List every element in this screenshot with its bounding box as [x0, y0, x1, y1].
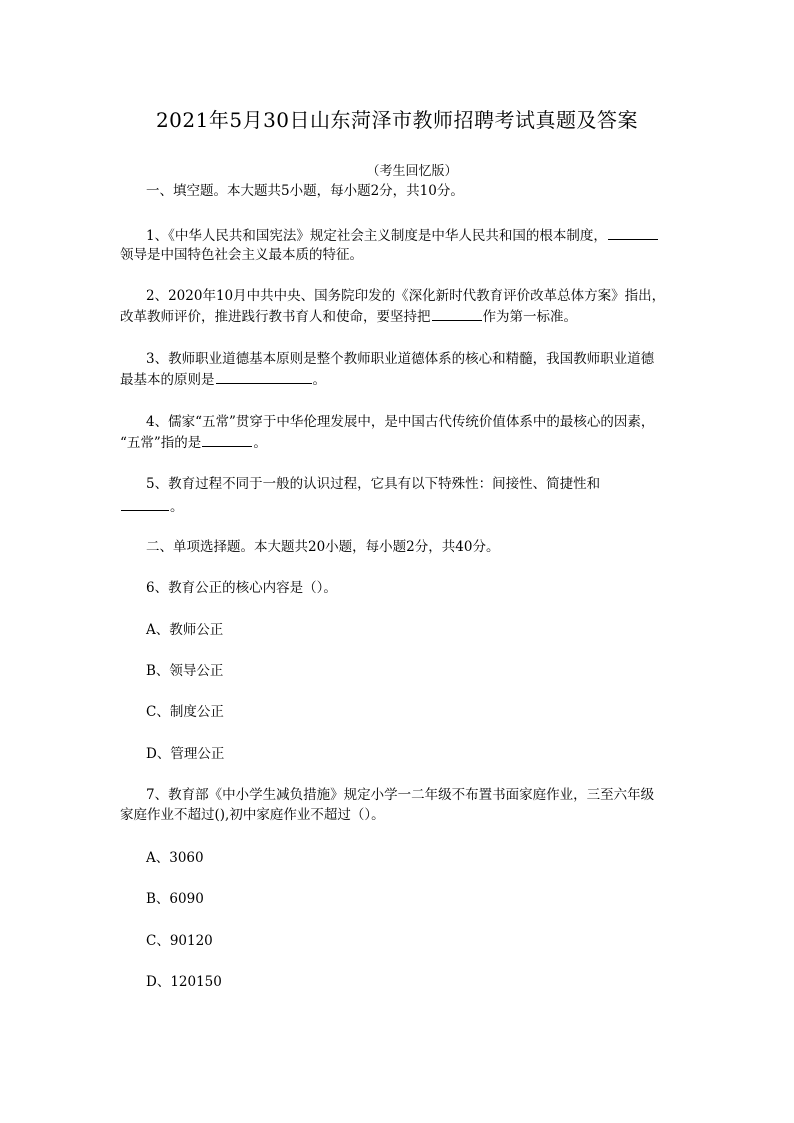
question-3-text: 最基本的原则是: [120, 372, 215, 388]
option-d: D、管理公正: [146, 746, 225, 762]
option-c: C、制度公正: [146, 704, 224, 720]
section-heading-fill-in: 一、填空题。本大题共5小题，每小题2分，共10分。: [146, 183, 464, 199]
question-5-line-1: 5、教育过程不同于一般的认识过程，它具有以下特殊性：间接性、简捷性和: [146, 476, 601, 492]
question-2-line-1: 2、2020年10月中共中央、国务院印发的《深化新时代教育评价改革总体方案》指出，: [146, 288, 666, 304]
option-a: A、3060: [146, 850, 204, 866]
question-1-text: 1、《中华人民共和国宪法》规定社会主义制度是中华人民共和国的根本制度，: [146, 228, 607, 244]
question-4-line-1: 4、儒家“五常”贯穿于中华伦理发展中，是中国古代传统价值体系中的最核心的因素，: [146, 414, 655, 430]
question-4-text-end: 。: [253, 435, 267, 451]
question-1-line-1: [146, 225, 659, 246]
option-b: B、领导公正: [146, 663, 224, 679]
question-3-text-end: 。: [312, 372, 326, 388]
answer-blank: [121, 496, 169, 511]
page-title: 2021年5月30日山东菏泽市教师招聘考试真题及答案: [155, 108, 639, 132]
question-2-text-end: 作为第一标准。: [482, 309, 577, 325]
question-6-stem: 6、教育公正的核心内容是（）。: [146, 580, 337, 596]
option-d: D、120150: [146, 974, 222, 990]
question-7-line-2: 家庭作业不超过(),初中家庭作业不超过（）。: [120, 807, 385, 823]
answer-blank: [608, 225, 658, 240]
option-c: C、90120: [146, 933, 213, 949]
option-b: B、6090: [146, 891, 204, 907]
question-7-line-1: 7、教育部《中小学生减负措施》规定小学一二年级不布置书面家庭作业，三至六年级: [146, 787, 655, 803]
answer-blank: [202, 432, 252, 447]
question-2-text: 改革教师评价，推进践行教书育人和使命，要坚持把: [120, 309, 431, 325]
question-3-line-1: 3、教师职业道德基本原则是整个教师职业道德体系的核心和精髓，我国教师职业道德: [146, 351, 655, 367]
answer-blank: [432, 306, 482, 321]
option-a: A、教师公正: [146, 622, 224, 638]
question-5-line-2: [120, 496, 184, 517]
question-5-text-end: 。: [170, 499, 184, 515]
question-3-line-2: [120, 369, 326, 390]
subtitle: （考生回忆版）: [366, 164, 458, 179]
answer-blank: [216, 369, 312, 384]
section-heading-single-choice: 二、单项选择题。本大题共20小题，每小题2分，共40分。: [146, 539, 500, 555]
question-4-text: “五常”指的是: [120, 435, 202, 451]
question-1-line-2: 领导是中国特色社会主义最本质的特征。: [120, 247, 363, 263]
question-4-line-2: [120, 432, 267, 453]
question-2-line-2: [120, 306, 577, 327]
